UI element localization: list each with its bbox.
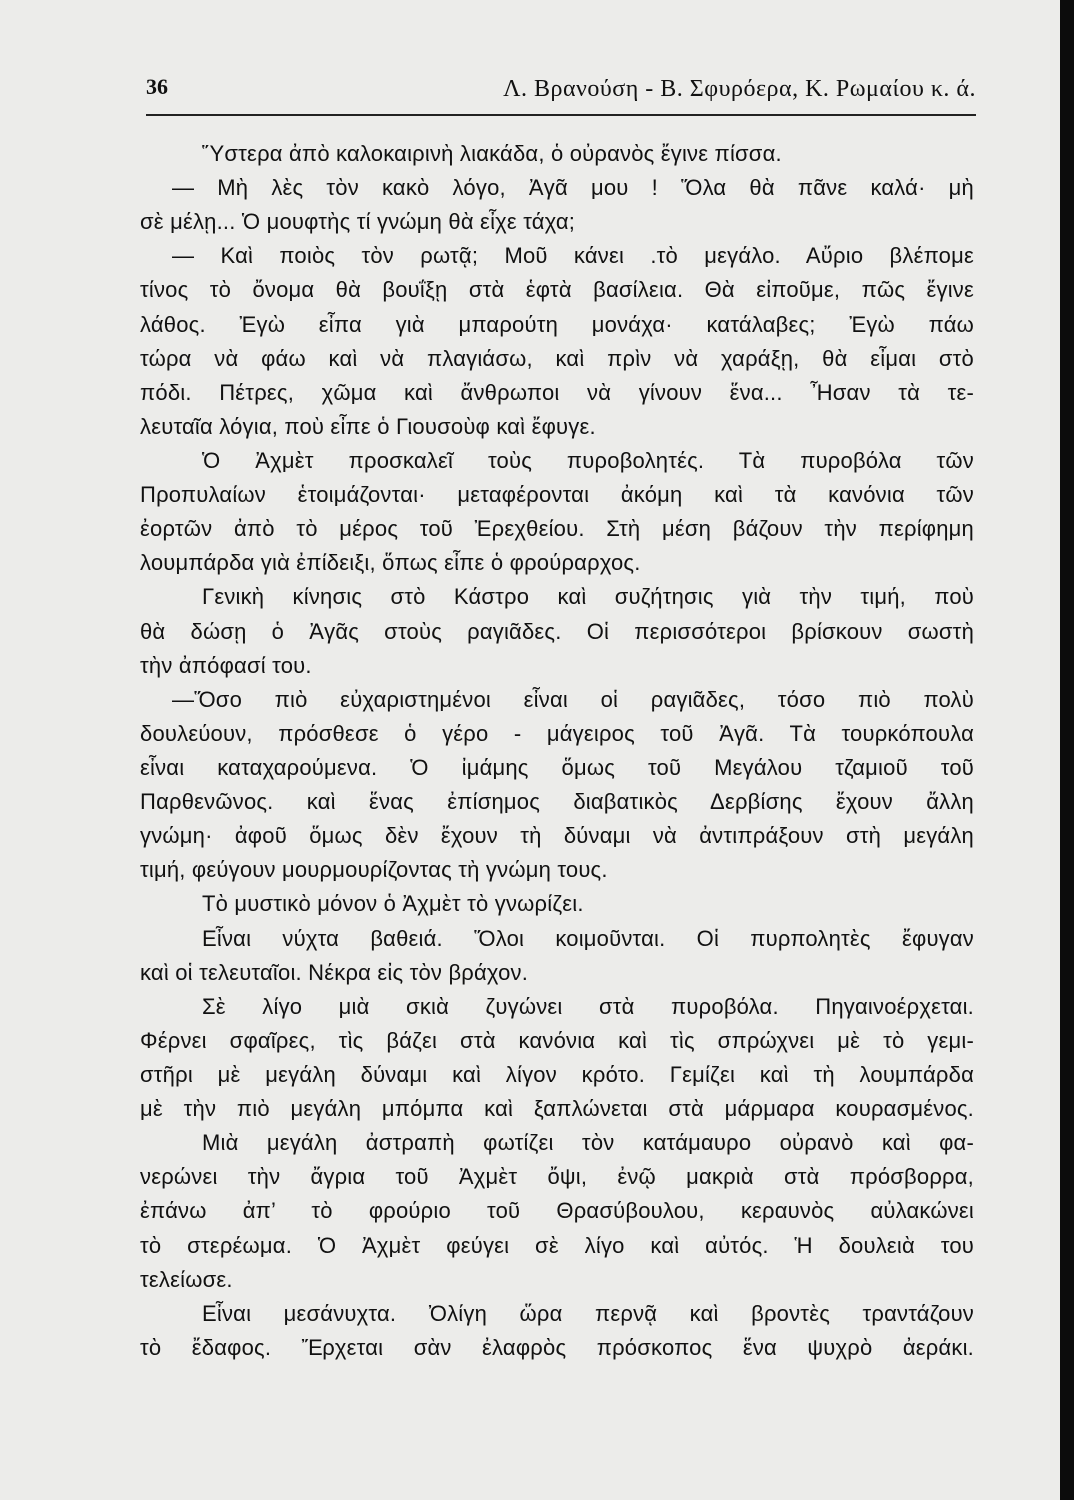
text-line: στῆρι μὲ μεγάλη δύναμι καὶ λίγον κρότο. Γεμίζει καὶ τὴ λουμπάρδα xyxy=(140,1061,974,1087)
text-line: — Καὶ ποιὸς τὸν ρωτᾷ; Μοῦ κάνει .τὸ μεγάλο. Αὔριο βλέπομε xyxy=(172,243,974,269)
text-line: πόδι. Πέτρες, χῶμα καὶ ἄνθρωποι νὰ γίνουν ἕνα... Ἦσαν τὰ τε- xyxy=(140,379,974,405)
text-line: Σὲ λίγο μιὰ σκιὰ ζυγώνει στὰ πυροβόλα. Πηγαινοέρχεται. xyxy=(202,993,974,1019)
text-line: καὶ οἱ τελευταῖοι. Νέκρα εἰς τὸν βράχον. xyxy=(140,959,529,985)
text-line: Ὕστερα ἀπὸ καλοκαιρινὴ λιακάδα, ὁ οὐρανὸς ἔγινε πίσσα. xyxy=(202,141,782,166)
text-line: Μιὰ μεγάλη ἀστραπὴ φωτίζει τὸν κατάμαυρο οὐρανὸ καὶ φα- xyxy=(202,1130,974,1156)
text-line: Εἶναι νύχτα βαθειά. Ὅλοι κοιμοῦνται. Οἱ πυρπολητὲς ἔφυγαν xyxy=(202,925,974,951)
text-line: —Ὅσο πιὸ εὐχαριστημένοι εἶναι οἱ ραγιᾶδες, τόσο πιὸ πολὺ xyxy=(172,686,974,712)
text-line: τελείωσε. xyxy=(140,1266,233,1292)
text-line: Τὸ μυστικὸ μόνον ὁ Ἀχμὲτ τὸ γνωρίζει. xyxy=(202,891,584,917)
text-line: λευταῖα λόγια, ποὺ εἶπε ὁ Γιουσοὺφ καὶ ἔφυγε. xyxy=(140,413,596,439)
text-line: τὸ ἔδαφος. Ἔρχεται σὰν ἐλαφρὸς πρόσκοπος ἕνα ψυχρὸ ἀεράκι. xyxy=(140,1334,974,1360)
body-text xyxy=(140,137,974,1365)
text-line: τὴν ἀπόφασί του. xyxy=(140,652,312,678)
text-line: ἐπάνω ἀπ’ τὸ φρούριο τοῦ Θρασύβουλου, κεραυνὸς αὐλακώνει xyxy=(140,1198,974,1224)
text-line: μὲ τὴν πιὸ μεγάλη μπόμπα καὶ ξαπλώνεται στὰ μάρμαρα κουρασμένος. xyxy=(140,1096,974,1122)
running-head: Λ. Βρανούση - Β. Σφυρόερα, Κ. Ρωμαίου κ. ά. xyxy=(503,76,976,102)
text-line: Ὁ Ἀχμὲτ προσκαλεῖ τοὺς πυροβολητές. Τὰ πυροβόλα τῶν xyxy=(202,447,974,473)
text-line: τιμή, φεύγουν μουρμουρίζοντας τὴ γνώμη τους. xyxy=(140,857,608,883)
text-line: τὸ στερέωμα. Ὁ Ἀχμὲτ φεύγει σὲ λίγο καὶ αὐτός. Ἡ δουλειὰ του xyxy=(140,1232,974,1258)
text-line: τίνος τὸ ὄνομα θὰ βουΐξῃ στὰ ἑφτὰ βασίλεια. Θὰ εἰποῦμε, πῶς ἔγινε xyxy=(140,277,974,303)
text-line: λάθος. Ἐγὼ εἶπα γιὰ μπαρούτη μονάχα· κατάλαβες; Ἐγὼ πάω xyxy=(140,311,974,337)
text-line: ἐορτῶν ἀπὸ τὸ μέρος τοῦ Ἐρεχθείου. Στὴ μέση βάζουν τὴν περίφημη xyxy=(140,516,974,542)
page-edge xyxy=(1060,0,1074,1500)
text-line: τώρα νὰ φάω καὶ νὰ πλαγιάσω, καὶ πρὶν νὰ χαράξῃ, θὰ εἶμαι στὸ xyxy=(140,345,974,371)
text-line: Φέρνει σφαῖρες, τὶς βάζει στὰ κανόνια καὶ τὶς σπρώχνει μὲ τὸ γεμι- xyxy=(140,1027,974,1053)
text-line: εἶναι καταχαρούμενα. Ὁ ἰμάμης ὅμως τοῦ Μεγάλου τζαμιοῦ τοῦ xyxy=(140,754,974,780)
text-line: γνώμη· ἀφοῦ ὅμως δὲν ἔχουν τὴ δύναμι νὰ ἀντιπράξουν στὴ μεγάλη xyxy=(140,823,974,849)
text-line: σὲ μέλῃ... Ὁ μουφτὴς τί γνώμη θὰ εἶχε τάχα; xyxy=(140,209,576,235)
text-line: νερώνει τὴν ἄγρια τοῦ Ἀχμὲτ ὄψι, ἐνῷ μακριὰ στὰ πρόσβορρα, xyxy=(140,1164,974,1190)
text-line: δουλεύουν, πρόσθεσε ὁ γέρο - μάγειρος τοῦ Ἀγᾶ. Τὰ τουρκόπουλα xyxy=(140,720,974,746)
header-rule xyxy=(146,114,976,116)
text-line: Γενικὴ κίνησις στὸ Κάστρο καὶ συζήτησις γιὰ τὴν τιμή, ποὺ xyxy=(202,584,974,610)
text-line: Προπυλαίων ἑτοιμάζονται· μεταφέρονται ἀκόμη καὶ τὰ κανόνια τῶν xyxy=(140,482,974,508)
page-header xyxy=(146,72,976,112)
text-line: — Μὴ λὲς τὸν κακὸ λόγο, Ἀγᾶ μου ! Ὅλα θὰ πᾶνε καλά· μὴ xyxy=(172,175,974,201)
text-line: Παρθενῶνος. καὶ ἕνας ἐπίσημος διαβατικὸς Δερβίσης ἔχουν ἄλλη xyxy=(140,789,974,815)
text-line: λουμπάρδα γιὰ ἐπίδειξι, ὅπως εἶπε ὁ φρούραρχος. xyxy=(140,550,641,576)
text-line: θὰ δώσῃ ὁ Ἀγᾶς στοὺς ραγιᾶδες. Οἱ περισσότεροι βρίσκουν σωστὴ xyxy=(140,618,974,644)
page-number: 36 xyxy=(146,74,168,99)
text-line: Εἶναι μεσάνυχτα. Ὀλίγη ὥρα περνᾷ καὶ βροντὲς τραντάζουν xyxy=(202,1300,974,1326)
